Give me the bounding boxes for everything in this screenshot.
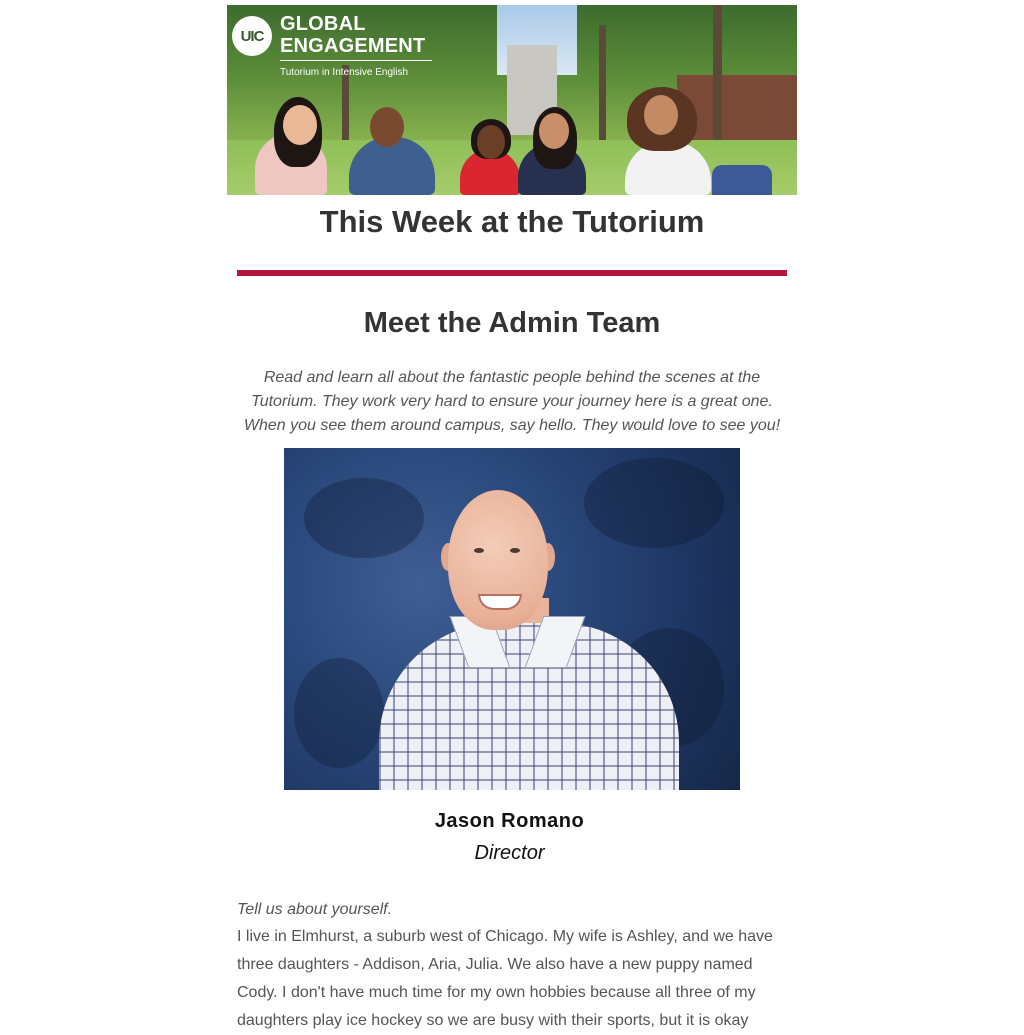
backdrop-texture [584,458,724,548]
student-face [477,125,505,159]
staff-portrait-photo [284,448,740,790]
student-face [283,105,317,145]
uic-logo: UIC [232,16,272,56]
staff-role: Director [474,842,545,864]
backdrop-texture [294,658,384,768]
interview-answer: I live in Elmhurst, a suburb west of Chicago. My wife is Ashley, and we have three daughters - Addison, Aria, Julia. We also have a new puppy named Cody. I don't have much time for my own hobbies because all three of my daughters play ice hockey so we are busy with their sports, but it is okay [237,928,773,1029]
student-face [644,95,678,135]
section-intro: Read and learn all about the fantastic people behind the scenes at the Tutorium. They work very hard to ensure your journey here is a great one. When you see them around campus, say hello. They would love to see you! [243,369,781,434]
section-title: Meet the Admin Team [363,307,661,339]
portrait-eye [510,548,520,553]
interview-question: Tell us about yourself. [237,901,393,918]
staff-name: Jason Romano [434,810,585,832]
newsletter-title: This Week at the Tutorium [319,204,705,239]
student-face [539,113,569,149]
banner-divider [280,60,432,61]
newsletter-email [227,5,797,1035]
student-face [370,107,404,147]
section-divider [237,270,787,276]
portrait-eye [474,548,484,553]
header-banner-image [227,5,797,195]
banner-title: GLOBAL ENGAGEMENT [280,13,426,57]
backdrop-texture [304,478,424,558]
banner-subtitle: Tutorium in Intensive English [280,67,409,78]
student-figure [712,165,772,195]
